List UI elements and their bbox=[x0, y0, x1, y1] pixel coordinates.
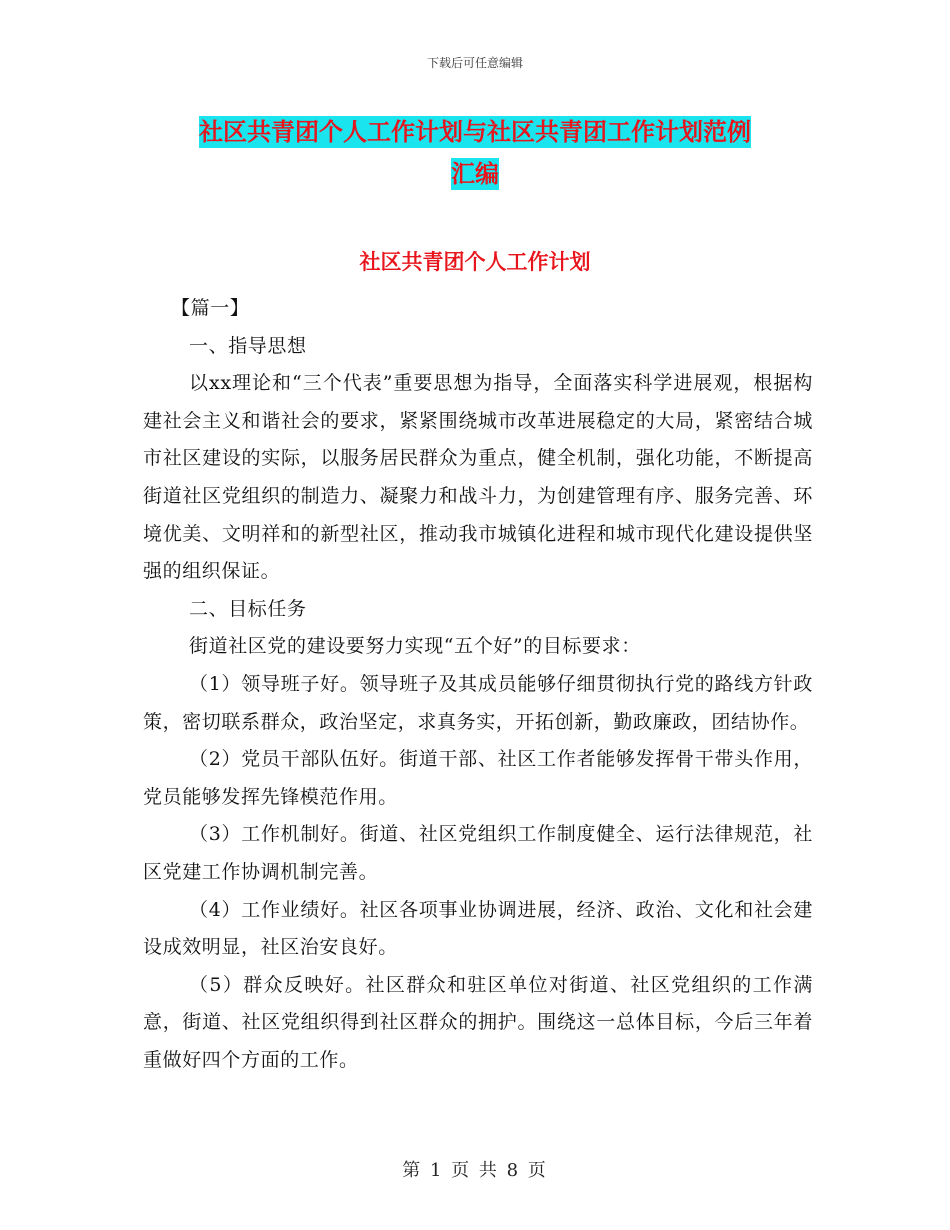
section-heading-guiding-thought: 一、指导思想 bbox=[189, 334, 307, 357]
list-item-work-mechanism: （3）工作机制好。街道、社区党组织工作制度健全、运行法律规范，社区党建工作协调机制完善。 bbox=[143, 823, 813, 883]
section-heading-goals: 二、目标任务 bbox=[189, 597, 307, 620]
list-item-leadership: （1）领导班子好。领导班子及其成员能够仔细贯彻执行党的路线方针政策，密切联系群众，政治坚定，求真务实，开拓创新，勤政廉政，团结协作。 bbox=[143, 672, 813, 733]
list-item-work-performance: （4）工作业绩好。社区各项事业协调进展，经济、政治、文化和社会建设成效明显，社区治安良好。 bbox=[143, 898, 813, 959]
header-note: 下载后可任意编辑 bbox=[426, 56, 523, 70]
list-item-cadre-team: （2）党员干部队伍好。街道干部、社区工作者能够发挥骨干带头作用，党员能够发挥先锋模范作用。 bbox=[143, 748, 813, 808]
part-heading: 【篇一】 bbox=[171, 297, 250, 319]
document-body bbox=[143, 290, 813, 1079]
section-title: 社区共青团个人工作计划 bbox=[359, 250, 591, 274]
document-title-text-1: 社区共青团个人工作计划与社区共青团工作计划范例 bbox=[199, 118, 751, 146]
document-title-line-2 bbox=[0, 152, 950, 196]
document-title-line-1 bbox=[0, 110, 950, 154]
paragraph-goals-intro: 街道社区党的建设要努力实现“五个好”的目标要求： bbox=[189, 635, 641, 658]
list-item-public-feedback: （5）群众反映好。社区群众和驻区单位对街道、社区党组织的工作满意，街道、社区党组织得到社区群众的拥护。围绕这一总体目标，今后三年着重做好四个方面的工作。 bbox=[143, 973, 813, 1071]
paragraph-guiding-thought: 以xx理论和“三个代表”重要思想为指导，全面落实科学进展观，根据构建社会主义和谐社会的要求，紧紧围绕城市改革进展稳定的大局，紧密结合城市社区建设的实际，以服务居民群众为重点，健全机制，强化功能，不断提高街道社区党组织的制造力、凝聚力和战斗力，为创建管理有序、服务完善、环境优美、文明祥和的新型社区，推动我市城镇化进程和城市现代化建设提供坚强的组织保证。 bbox=[143, 372, 813, 583]
page-number: 第 1 页 共 8 页 bbox=[402, 1160, 548, 1181]
document-title-text-2: 汇编 bbox=[451, 160, 499, 188]
